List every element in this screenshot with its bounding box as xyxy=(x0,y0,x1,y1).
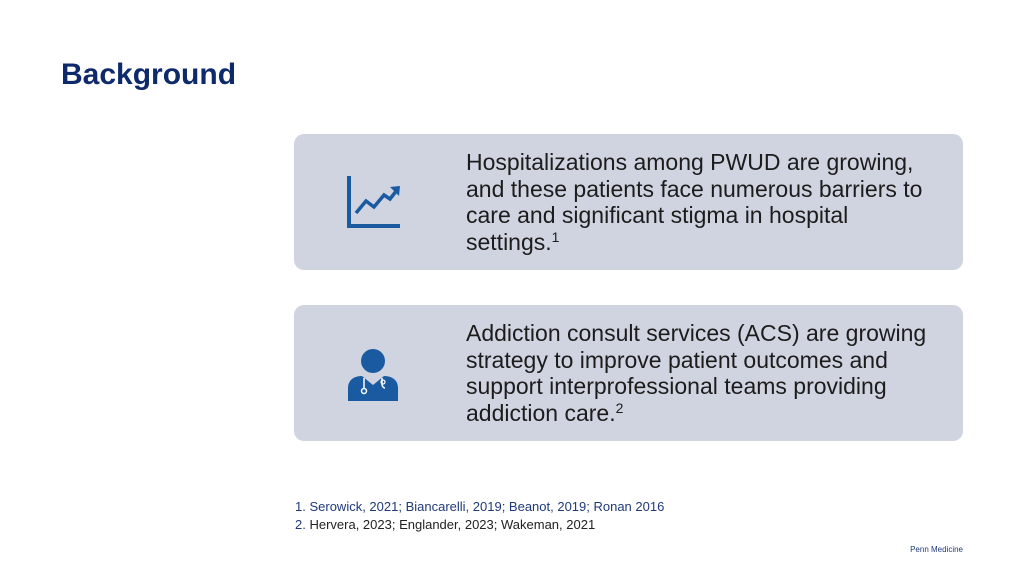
references xyxy=(295,498,664,534)
reference-2 xyxy=(295,516,664,534)
slide-title: Background xyxy=(61,58,237,91)
reference-number: 2. xyxy=(295,517,306,532)
info-card-acs xyxy=(294,305,963,441)
card-text xyxy=(466,149,946,255)
card-text-body: Hospitalizations among PWUD are growing, and these patients face numerous barriers to care and significant stigma in hospital settings. xyxy=(466,149,923,255)
chart-trend-up-icon xyxy=(344,173,402,231)
reference-text: Serowick, 2021; Biancarelli, 2019; Beanot, 2019; Ronan 2016 xyxy=(309,499,665,514)
footnote-marker: 2 xyxy=(615,399,624,416)
doctor-icon xyxy=(344,344,402,402)
footnote-marker: 1 xyxy=(551,228,560,245)
reference-text: Hervera, 2023; Englander, 2023; Wakeman, 2021 xyxy=(309,517,596,532)
card-text-body: Addiction consult services (ACS) are growing strategy to improve patient outcomes and support interprofessional teams providing addiction care. xyxy=(466,320,927,426)
info-card-hospitalizations xyxy=(294,134,963,270)
card-text xyxy=(466,320,946,426)
footer-brand: Penn Medicine xyxy=(910,545,963,554)
reference-number: 1. xyxy=(295,499,306,514)
reference-1 xyxy=(295,498,664,516)
